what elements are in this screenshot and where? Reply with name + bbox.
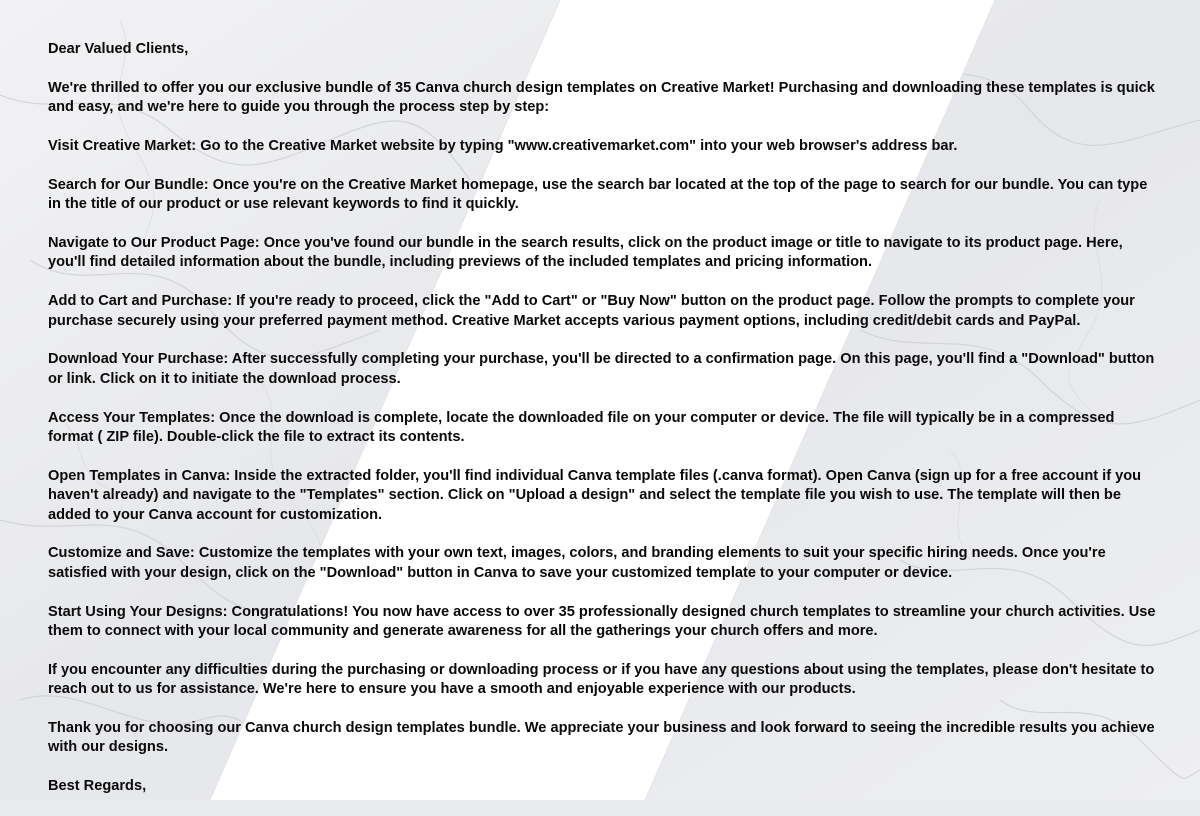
letter-paragraph-customize: Customize and Save: Customize the templates with your own text, images, colors, and branding elements to suit your specific hiring needs. Once you're satisfied with your design, click on the "Download" button in Canva to save your customized template to your computer or device. — [48, 545, 1106, 581]
letter-paragraph-support: If you encounter any difficulties during the purchasing or downloading process or if you have any questions about using the templates, please don't hesitate to reach out to us for assistance. We're here to ensure you have a smooth and enjoyable experience with our products. — [48, 661, 1155, 698]
letter-paragraph-visit: Visit Creative Market: Go to the Creative Market website by typing "www.creativemarket.com" into your web browser's address bar. — [48, 138, 958, 154]
letter-paragraph-search: Search for Our Bundle: Once you're on the Creative Market homepage, use the search bar located at the top of the page to search for our bundle. You can type in the title of our product or use relevant keywords to find it quickly. — [48, 176, 1148, 213]
letter-paragraph-intro: We're thrilled to offer you our exclusive bundle of 35 Canva church design templates on Creative Market! Purchasing and downloading these templates is quick and easy, and we're here to guide you through the process step by step: — [48, 79, 1155, 116]
letter-body — [48, 40, 1158, 816]
letter-paragraph-navigate: Navigate to Our Product Page: Once you've found our bundle in the search results, click on the product image or title to navigate to its product page. Here, you'll find detailed information about the bundle, including previews of the included templates and pricing information. — [48, 235, 1123, 271]
letter-paragraph-thanks: Thank you for choosing our Canva church design templates bundle. We appreciate your business and look forward to seeing the incredible results you achieve with our designs. — [48, 720, 1155, 756]
letter-paragraph-purchase: Add to Cart and Purchase: If you're ready to proceed, click the "Add to Cart" or "Buy Now" button on the product page. Follow the prompts to complete your purchase securely using your preferred payment method. Creative Market accepts various payment options, including credit/debit cards and PayPal. — [48, 293, 1135, 329]
letter-paragraph-access: Access Your Templates: Once the download is complete, locate the downloaded file on your computer or device. The file will typically be in a compressed format ( ZIP file). Double-click the file to extract its contents. — [48, 409, 1115, 446]
letter-paragraph-start: Start Using Your Designs: Congratulations! You now have access to over 35 professionally designed church templates to streamline your church activities. Use them to connect with your local community and generate awareness for all the gatherings your church offers and more. — [48, 603, 1156, 640]
letter-closing: Best Regards, — [48, 778, 147, 795]
letter-greeting: Dear Valued Clients, — [48, 41, 189, 57]
letter-paragraph-open: Open Templates in Canva: Inside the extracted folder, you'll find individual Canva template files (.canva format). Open Canva (sign up for a free account if you haven't already) and navigate to the "Templates" section. Click on "Upload a design" and select the template file you wish to use. The template will then be added to your Canva account for customization. — [48, 467, 1142, 523]
letter-paragraph-download: Download Your Purchase: After successfully completing your purchase, you'll be directed to a confirmation page. On this page, you'll find a "Download" button or link. Click on it to initiate the download process. — [48, 351, 1155, 387]
